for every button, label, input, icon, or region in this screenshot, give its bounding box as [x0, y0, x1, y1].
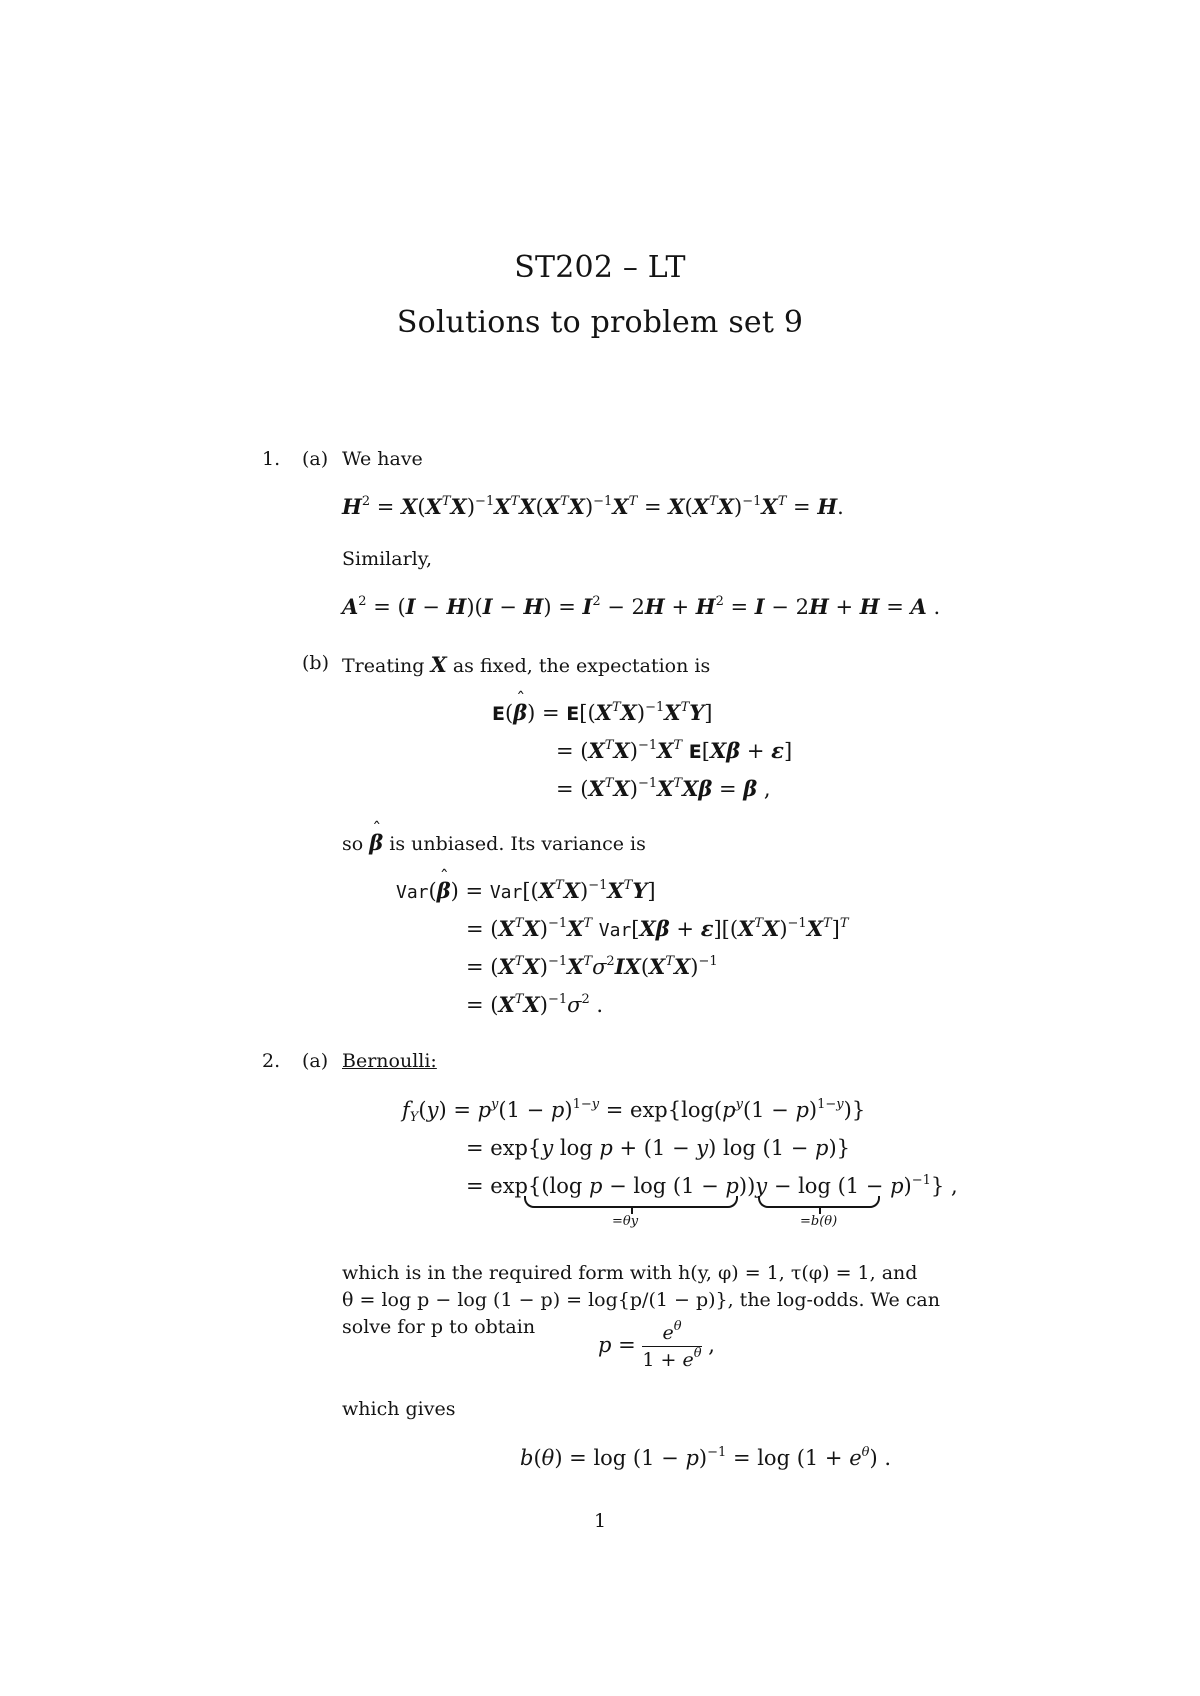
equation-variance-1: Var(β ˆ) = $Var[(X^TX)^{-1}X^TY]$ [396, 878, 656, 903]
q1a-intro: We have [342, 448, 423, 470]
equation-p-of-theta: p = $\frac{e^\theta}{1 + e^\theta}$ , [598, 1319, 715, 1371]
q1b-label: (b) [302, 652, 329, 674]
underbrace-label-theta-y: =θy [612, 1214, 639, 1229]
equation-expectation-1: E(β ˆ) = $E[(X^TX)^{-1}X^TY]$ [492, 700, 712, 725]
equation-b-of-theta: $b(\theta) = \log (1 - p)^{-1} = \log (1 + e^\theta)$ . [520, 1445, 892, 1470]
q2a-heading: Bernoulli: [342, 1050, 437, 1072]
fraction-p: $\frac{e^\theta}{1 + e^\theta}$ [642, 1319, 702, 1371]
equation-expectation-3: = $(X^TX)^{-1}X^TX\beta = \beta$ , [556, 776, 771, 801]
document-subtitle: Solutions to problem set 9 [396, 305, 804, 340]
q1b-unbiased-post: is unbiased. Its variance is [389, 833, 646, 855]
q1a-similarly: Similarly, [342, 548, 432, 570]
q1-number: 1. [262, 448, 281, 470]
equation-a-squared: $A^2 = (I - H)(I - H) = I^2 - 2H + H^2 = I - 2H + H = A$ . [342, 594, 941, 619]
underbrace-theta-y [524, 1196, 738, 1208]
q2a-text-line-1: which is in the required form with h(y, φ) = 1, τ(φ) = 1, and [342, 1262, 918, 1284]
equation-expectation-2: = $(X^TX)^{-1}X^T$ E[Xβ + ε] [556, 738, 793, 763]
equation-variance-2: = $(X^TX)^{-1}X^T$ $Var[X\beta + \varepsilon][(X^TX)^{-1}X^T]^T$ [466, 916, 849, 941]
q1b-unbiased: so β ˆ is unbiased. Its variance is [342, 830, 646, 855]
equation-bernoulli-2: = exp{y log p + (1 − y) log (1 − p)} [466, 1136, 851, 1160]
q2a-text-line-2: θ = log p − log (1 − p) = log{p/(1 − p)}, the log-odds. We can [342, 1289, 940, 1311]
equation-bernoulli-3: = exp{(log $p - \log (1 - p))y - \log (1 - p)^{-1}$} , [466, 1173, 958, 1198]
equation-variance-4: = $(X^TX)^{-1}\sigma^2$ . [466, 992, 604, 1017]
q2a-text-line-3: solve for p to obtain [342, 1316, 536, 1338]
q2a-label: (a) [302, 1050, 329, 1072]
equation-bernoulli-1: $f_Y(y) = p^y(1 - p)^{1-y} = \exp\{\log(p^y(1 - p)^{1-y})\}$ [402, 1097, 866, 1125]
underbrace-b-theta [758, 1196, 880, 1208]
q2-number: 2. [262, 1050, 281, 1072]
equation-variance-3: = $(X^TX)^{-1}X^T\sigma^2IX(X^TX)^{-1}$ [466, 954, 718, 979]
q1b-unbiased-pre: so [342, 833, 364, 855]
q1a-label: (a) [302, 448, 329, 470]
q1b-intro: Treating X as fixed, the expectation is [342, 652, 711, 677]
q2a-which-gives: which gives [342, 1398, 456, 1420]
underbrace-label-b-theta: =b(θ) [800, 1214, 838, 1229]
equation-h-squared: $H^2 = X(X^TX)^{-1}X^TX(X^TX)^{-1}X^T = X(X^TX)^{-1}X^T = H$. [342, 494, 844, 519]
q1b-intro-pre: Treating [342, 655, 425, 677]
q1b-intro-post: as fixed, the expectation is [452, 655, 711, 677]
course-title: ST202 – LT [514, 250, 686, 285]
page-number: 1 [593, 1510, 607, 1532]
